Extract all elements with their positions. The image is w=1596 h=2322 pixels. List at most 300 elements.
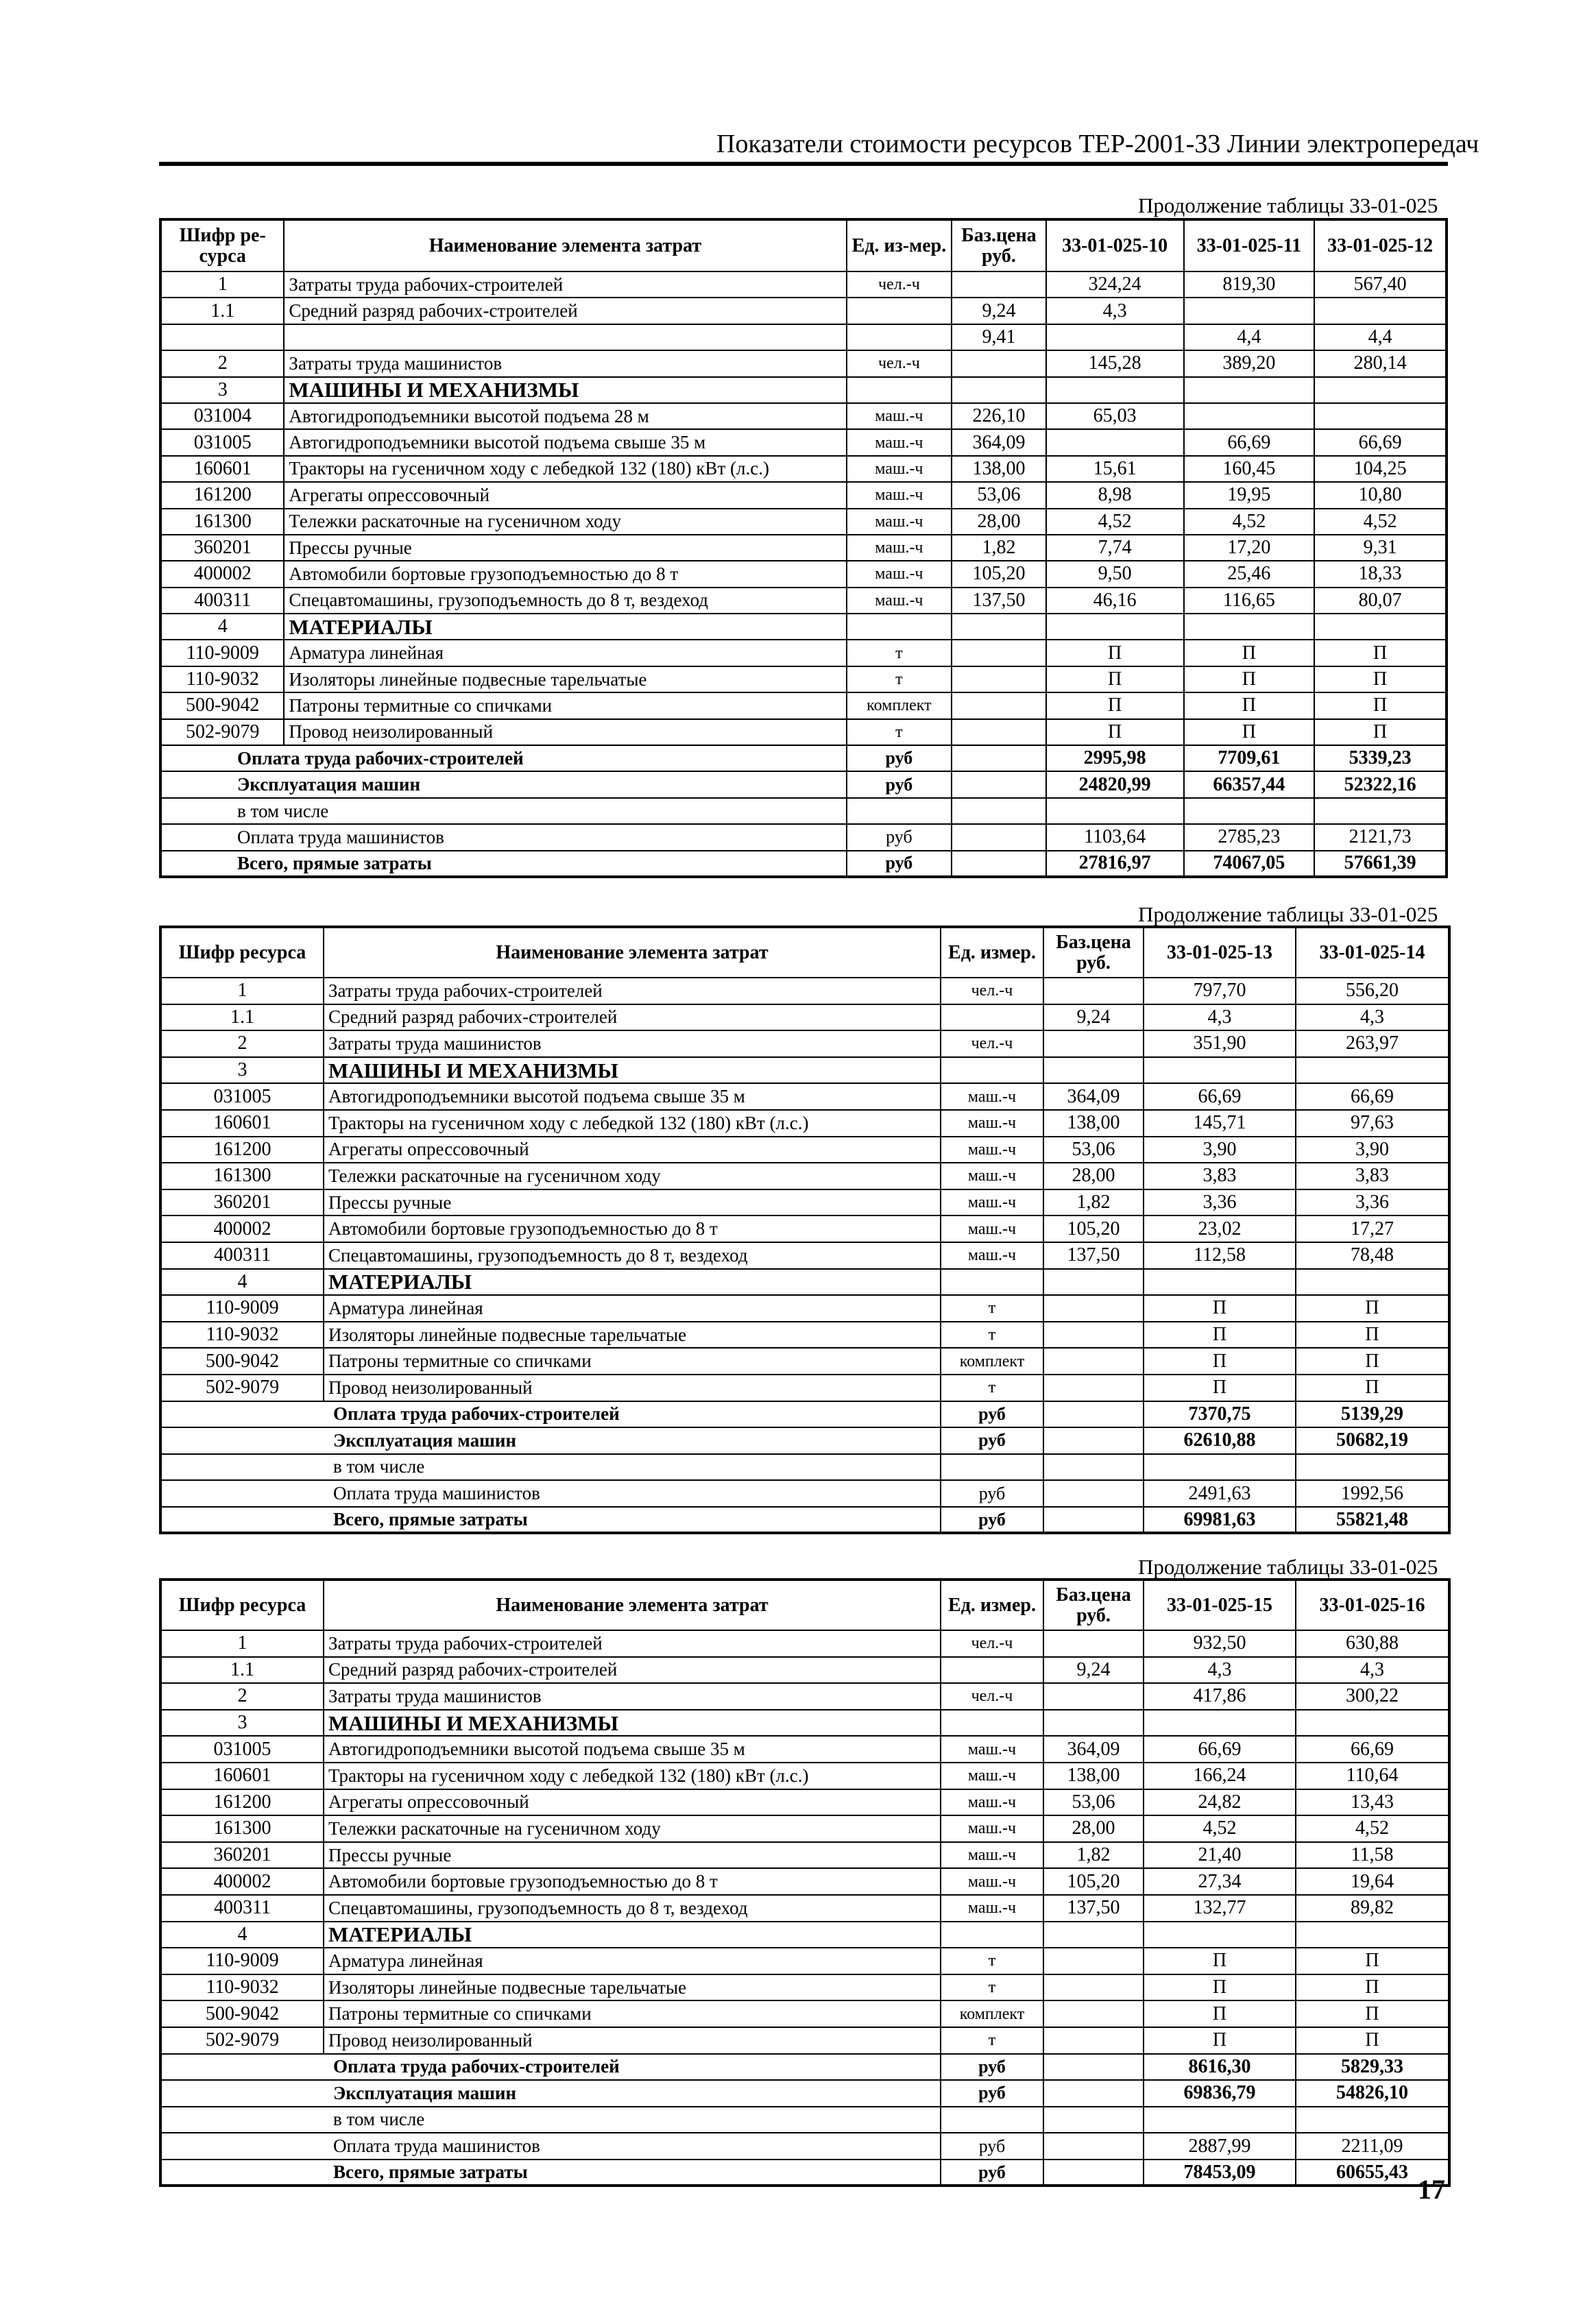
header-cost-element: Наименование элемента затрат	[284, 219, 846, 271]
table-row	[160, 614, 1447, 640]
base-price-cell: 53,06	[952, 482, 1045, 508]
totals-value-cell: 60655,43	[1296, 2160, 1449, 2186]
rate-value-cell: П	[1144, 1348, 1296, 1375]
resource-code: 110-9032	[160, 666, 284, 692]
cost-element-name: Спецавтомашины, грузоподъемность до 8 т, вездеход	[284, 588, 846, 614]
table-row	[160, 1295, 1449, 1322]
rate-value-cell	[1046, 614, 1184, 640]
rate-value-cell: 4,52	[1046, 509, 1184, 535]
totals-value-cell	[1296, 2107, 1449, 2133]
rate-value-cell: 4,3	[1144, 1657, 1296, 1684]
base-price-cell	[952, 666, 1045, 692]
resource-code: 031004	[160, 403, 284, 429]
totals-row	[160, 851, 1447, 877]
header-resource-code: Шифр ресурса	[160, 927, 324, 978]
table-row	[160, 350, 1447, 376]
cost-element-name: Затраты труда машинистов	[324, 1030, 941, 1057]
rate-value-cell	[1184, 614, 1315, 640]
totals-unit: руб	[941, 2160, 1043, 2186]
header-resource-code: Шифр ре-сурса	[160, 219, 284, 271]
cost-element-name: МАШИНЫ И МЕХАНИЗМЫ	[324, 1057, 941, 1084]
base-price-cell: 137,50	[1043, 1242, 1144, 1269]
rate-value-cell	[1144, 1710, 1296, 1737]
totals-price-cell	[952, 824, 1045, 850]
base-price-cell: 226,10	[952, 403, 1045, 429]
table-row	[160, 1083, 1449, 1110]
unit-cell: маш.-ч	[941, 1895, 1043, 1922]
totals-row	[160, 2080, 1449, 2107]
unit-cell: маш.-ч	[941, 1789, 1043, 1816]
totals-price-cell	[1043, 1454, 1144, 1481]
rate-value-cell: П	[1184, 640, 1315, 666]
table-row	[160, 561, 1447, 587]
rate-value-cell: 66,69	[1296, 1736, 1449, 1763]
totals-unit: руб	[941, 1507, 1043, 1534]
unit-cell: чел.-ч	[847, 271, 952, 298]
resource-code: 161200	[160, 482, 284, 508]
rate-value-cell: 417,86	[1144, 1683, 1296, 1710]
totals-price-cell	[1043, 2107, 1144, 2133]
table1-continuation-label: Продолжение таблицы 33-01-025	[1138, 193, 1438, 217]
base-price-cell	[1043, 1630, 1144, 1657]
rate-value-cell: 4,52	[1296, 1815, 1449, 1842]
totals-name: в том числе	[160, 2107, 941, 2133]
unit-cell: чел.-ч	[847, 350, 952, 376]
table-row	[160, 666, 1447, 692]
unit-cell: маш.-ч	[847, 403, 952, 429]
base-price-cell: 1,82	[1043, 1842, 1144, 1869]
unit-cell: чел.-ч	[941, 978, 1043, 1004]
base-price-cell: 138,00	[952, 456, 1045, 482]
resource-code: 502-9079	[160, 719, 284, 745]
cost-element-name: Арматура линейная	[284, 640, 846, 666]
totals-name: Эксплуатация машин	[160, 771, 847, 797]
totals-name: Оплата труда машинистов	[160, 824, 847, 850]
unit-cell: маш.-ч	[941, 1216, 1043, 1242]
table-row	[160, 1375, 1449, 1401]
totals-row	[160, 798, 1447, 824]
rate-value-cell: 78,48	[1296, 1242, 1449, 1269]
rate-value-cell: 4,52	[1184, 509, 1315, 535]
rate-value-cell	[1314, 614, 1447, 640]
rate-value-cell: П	[1314, 692, 1447, 718]
totals-name: Эксплуатация машин	[160, 1427, 941, 1454]
totals-row	[160, 2107, 1449, 2133]
totals-unit: руб	[941, 1480, 1043, 1507]
unit-cell: маш.-ч	[941, 1137, 1043, 1163]
resource-code: 110-9009	[160, 640, 284, 666]
header-base-price: Баз.цена руб.	[1043, 927, 1144, 978]
rate-value-cell: 324,24	[1046, 271, 1184, 298]
table3-continuation-label: Продолжение таблицы 33-01-025	[1138, 1555, 1438, 1579]
unit-cell	[847, 614, 952, 640]
unit-cell: маш.-ч	[847, 588, 952, 614]
cost-element-name: Тележки раскаточные на гусеничном ходу	[324, 1815, 941, 1842]
unit-cell: комплект	[847, 692, 952, 718]
rate-value-cell	[1046, 324, 1184, 350]
table-row	[160, 509, 1447, 535]
totals-unit: руб	[941, 2080, 1043, 2107]
cost-element-name: Автомобили бортовые грузоподъемностью до 8 т	[324, 1216, 941, 1242]
table-row	[160, 429, 1447, 455]
base-price-cell: 53,06	[1043, 1137, 1144, 1163]
resource-code: 400002	[160, 561, 284, 587]
base-price-cell	[1043, 2000, 1144, 2027]
resource-code: 110-9032	[160, 1322, 324, 1349]
totals-value-cell: 2121,73	[1314, 824, 1447, 850]
resource-code: 400311	[160, 1895, 324, 1922]
totals-unit: руб	[941, 2054, 1043, 2081]
table-row	[160, 1163, 1449, 1189]
header-rate-13: 33-01-025-13	[1144, 927, 1296, 978]
totals-price-cell	[1043, 2054, 1144, 2081]
unit-cell	[847, 324, 952, 350]
totals-name: Оплата труда рабочих-строителей	[160, 1401, 941, 1428]
unit-cell: маш.-ч	[941, 1189, 1043, 1216]
rate-value-cell: П	[1296, 1295, 1449, 1322]
resource-code: 031005	[160, 1083, 324, 1110]
base-price-cell: 105,20	[1043, 1868, 1144, 1895]
cost-element-name: Агрегаты опрессовочный	[324, 1789, 941, 1816]
cost-element-name: МАТЕРИАЛЫ	[284, 614, 846, 640]
totals-value-cell: 5339,23	[1314, 745, 1447, 771]
unit-cell: т	[847, 640, 952, 666]
totals-row	[160, 2054, 1449, 2081]
base-price-cell	[1043, 978, 1144, 1004]
rate-value-cell: 104,25	[1314, 456, 1447, 482]
table-row	[160, 1842, 1449, 1869]
totals-value-cell: 78453,09	[1144, 2160, 1296, 2186]
base-price-cell	[1043, 1683, 1144, 1710]
unit-cell: маш.-ч	[847, 561, 952, 587]
table-row	[160, 1348, 1449, 1375]
resource-code: 161300	[160, 1815, 324, 1842]
rate-value-cell: 17,27	[1296, 1216, 1449, 1242]
table-row	[160, 978, 1449, 1004]
rate-value-cell: 9,31	[1314, 535, 1447, 561]
resource-code: 500-9042	[160, 692, 284, 718]
totals-value-cell: 52322,16	[1314, 771, 1447, 797]
cost-element-name: МАШИНЫ И МЕХАНИЗМЫ	[284, 377, 846, 403]
unit-cell	[941, 1004, 1043, 1031]
cost-element-name: Тракторы на гусеничном ходу с лебедкой 132 (180) кВт (л.с.)	[324, 1763, 941, 1789]
resource-code: 110-9009	[160, 1295, 324, 1322]
rate-value-cell: 4,4	[1184, 324, 1315, 350]
totals-value-cell: 69836,79	[1144, 2080, 1296, 2107]
rate-value-cell: 797,70	[1144, 978, 1296, 1004]
totals-price-cell	[1043, 1507, 1144, 1534]
base-price-cell	[1043, 1922, 1144, 1948]
rate-value-cell: П	[1144, 1948, 1296, 1974]
resource-code: 2	[160, 350, 284, 376]
rate-value-cell: П	[1296, 1974, 1449, 2001]
cost-table-3	[159, 1578, 1451, 2187]
totals-row	[160, 824, 1447, 850]
totals-name: Оплата труда рабочих-строителей	[160, 2054, 941, 2081]
totals-name: Всего, прямые затраты	[160, 1507, 941, 1534]
rate-value-cell	[1296, 1057, 1449, 1084]
totals-unit: руб	[941, 2133, 1043, 2160]
base-price-cell: 28,00	[1043, 1163, 1144, 1189]
resource-code: 4	[160, 614, 284, 640]
unit-cell: маш.-ч	[941, 1242, 1043, 1269]
resource-code: 400311	[160, 588, 284, 614]
base-price-cell	[1043, 1710, 1144, 1737]
totals-price-cell	[952, 771, 1045, 797]
rate-value-cell: 280,14	[1314, 350, 1447, 376]
rate-value-cell: 66,69	[1144, 1083, 1296, 1110]
rate-value-cell: 89,82	[1296, 1895, 1449, 1922]
unit-cell: т	[941, 1974, 1043, 2001]
rate-value-cell: 4,52	[1144, 1815, 1296, 1842]
cost-element-name: Тележки раскаточные на гусеничном ходу	[284, 509, 846, 535]
rate-value-cell	[1296, 1710, 1449, 1737]
totals-price-cell	[952, 798, 1045, 824]
rate-value-cell	[1144, 1922, 1296, 1948]
table-row	[160, 298, 1447, 324]
resource-code: 3	[160, 1057, 324, 1084]
resource-code: 4	[160, 1922, 324, 1948]
base-price-cell: 53,06	[1043, 1789, 1144, 1816]
unit-cell	[847, 377, 952, 403]
totals-value-cell: 8616,30	[1144, 2054, 1296, 2081]
rate-value-cell: 65,03	[1046, 403, 1184, 429]
cost-element-name: Автомобили бортовые грузоподъемностью до 8 т	[324, 1868, 941, 1895]
resource-code: 161200	[160, 1789, 324, 1816]
cost-element-name: Средний разряд рабочих-строителей	[324, 1004, 941, 1031]
resource-code: 400002	[160, 1216, 324, 1242]
base-price-cell	[952, 640, 1045, 666]
base-price-cell: 9,24	[952, 298, 1045, 324]
base-price-cell	[1043, 1057, 1144, 1084]
totals-row	[160, 1427, 1449, 1454]
rate-value-cell: П	[1296, 2027, 1449, 2054]
cost-element-name: Арматура линейная	[324, 1948, 941, 1974]
table-row	[160, 1974, 1449, 2001]
table-row	[160, 1815, 1449, 1842]
totals-value-cell: 2211,09	[1296, 2133, 1449, 2160]
rate-value-cell: 97,63	[1296, 1110, 1449, 1137]
rate-value-cell: 27,34	[1144, 1868, 1296, 1895]
table-row	[160, 1895, 1449, 1922]
totals-value-cell: 57661,39	[1314, 851, 1447, 877]
table-row	[160, 1710, 1449, 1737]
totals-row	[160, 1507, 1449, 1534]
totals-price-cell	[1043, 2133, 1144, 2160]
cost-element-name: Затраты труда рабочих-строителей	[284, 271, 846, 298]
rate-value-cell: П	[1296, 2000, 1449, 2027]
unit-cell: маш.-ч	[847, 535, 952, 561]
totals-unit	[941, 1454, 1043, 1481]
rate-value-cell	[1296, 1922, 1449, 1948]
resource-code: 360201	[160, 1189, 324, 1216]
table-row	[160, 1763, 1449, 1789]
totals-unit	[941, 2107, 1043, 2133]
base-price-cell	[1043, 1322, 1144, 1349]
unit-cell: маш.-ч	[847, 509, 952, 535]
cost-element-name: Автогидроподъемники высотой подъема свыше 35 м	[324, 1736, 941, 1763]
rate-value-cell: 66,69	[1144, 1736, 1296, 1763]
unit-cell: т	[941, 2027, 1043, 2054]
rate-value-cell: 132,77	[1144, 1895, 1296, 1922]
rate-value-cell: П	[1184, 719, 1315, 745]
header-unit: Ед. из-мер.	[847, 219, 952, 271]
totals-value-cell	[1046, 798, 1184, 824]
cost-element-name: Затраты труда машинистов	[324, 1683, 941, 1710]
rate-value-cell: 18,33	[1314, 561, 1447, 587]
unit-cell: маш.-ч	[847, 456, 952, 482]
base-price-cell	[952, 377, 1045, 403]
rate-value-cell: П	[1296, 1948, 1449, 1974]
unit-cell	[941, 1269, 1043, 1296]
unit-cell: чел.-ч	[941, 1683, 1043, 1710]
rate-value-cell: 819,30	[1184, 271, 1315, 298]
rate-value-cell: П	[1296, 1348, 1449, 1375]
rate-value-cell: 7,74	[1046, 535, 1184, 561]
table-row	[160, 692, 1447, 718]
header-base-price: Баз.цена руб.	[1043, 1580, 1144, 1630]
rate-value-cell: 8,98	[1046, 482, 1184, 508]
resource-code: 1.1	[160, 1657, 324, 1684]
rate-value-cell: 351,90	[1144, 1030, 1296, 1057]
cost-element-name: Затраты труда рабочих-строителей	[324, 978, 941, 1004]
rate-value-cell: П	[1296, 1375, 1449, 1401]
rate-value-cell	[1144, 1057, 1296, 1084]
rate-value-cell: 567,40	[1314, 271, 1447, 298]
table-row	[160, 588, 1447, 614]
totals-unit	[847, 798, 952, 824]
base-price-cell	[952, 719, 1045, 745]
totals-value-cell: 24820,99	[1046, 771, 1184, 797]
unit-cell: комплект	[941, 2000, 1043, 2027]
totals-value-cell: 27816,97	[1046, 851, 1184, 877]
rate-value-cell: П	[1144, 1974, 1296, 2001]
base-price-cell: 28,00	[952, 509, 1045, 535]
resource-code: 161300	[160, 509, 284, 535]
cost-table-1	[159, 218, 1448, 878]
totals-name: в том числе	[160, 798, 847, 824]
unit-cell: маш.-ч	[941, 1842, 1043, 1869]
table-row	[160, 1269, 1449, 1296]
rate-value-cell: 80,07	[1314, 588, 1447, 614]
resource-code: 360201	[160, 1842, 324, 1869]
rate-value-cell: 3,83	[1296, 1163, 1449, 1189]
header-rate-10: 33-01-025-10	[1046, 219, 1184, 271]
unit-cell	[847, 298, 952, 324]
cost-element-name: МАТЕРИАЛЫ	[324, 1269, 941, 1296]
table-row	[160, 403, 1447, 429]
totals-value-cell: 66357,44	[1184, 771, 1315, 797]
rate-value-cell: 3,90	[1144, 1137, 1296, 1163]
rate-value-cell: 630,88	[1296, 1630, 1449, 1657]
base-price-cell: 9,41	[952, 324, 1045, 350]
totals-unit: руб	[941, 1427, 1043, 1454]
rate-value-cell	[1046, 377, 1184, 403]
rate-value-cell: П	[1144, 1375, 1296, 1401]
rate-value-cell: 19,64	[1296, 1868, 1449, 1895]
cost-element-name: Прессы ручные	[284, 535, 846, 561]
table-row	[160, 1736, 1449, 1763]
totals-value-cell: 50682,19	[1296, 1427, 1449, 1454]
rate-value-cell: 145,28	[1046, 350, 1184, 376]
resource-code: 161200	[160, 1137, 324, 1163]
page-number: 17	[1418, 2174, 1445, 2205]
totals-name: Эксплуатация машин	[160, 2080, 941, 2107]
totals-price-cell	[1043, 1480, 1144, 1507]
header-cost-element: Наименование элемента затрат	[324, 1580, 941, 1630]
unit-cell: комплект	[941, 1348, 1043, 1375]
resource-code: 160601	[160, 1763, 324, 1789]
unit-cell: т	[847, 666, 952, 692]
resource-code: 110-9009	[160, 1948, 324, 1974]
resource-code: 500-9042	[160, 2000, 324, 2027]
totals-value-cell: 5139,29	[1296, 1401, 1449, 1428]
base-price-cell: 28,00	[1043, 1815, 1144, 1842]
rate-value-cell: 112,58	[1144, 1242, 1296, 1269]
resource-code: 031005	[160, 429, 284, 455]
unit-cell: маш.-ч	[941, 1736, 1043, 1763]
totals-value-cell	[1144, 1454, 1296, 1481]
totals-value-cell: 74067,05	[1184, 851, 1315, 877]
table-row	[160, 456, 1447, 482]
rate-value-cell	[1046, 429, 1184, 455]
unit-cell	[941, 1922, 1043, 1948]
table-row	[160, 1789, 1449, 1816]
base-price-cell	[1043, 1030, 1144, 1057]
rate-value-cell	[1184, 403, 1315, 429]
rate-value-cell: 145,71	[1144, 1110, 1296, 1137]
table2-continuation-label: Продолжение таблицы 33-01-025	[1138, 902, 1438, 926]
cost-element-name: МАТЕРИАЛЫ	[324, 1922, 941, 1948]
cost-element-name: Тракторы на гусеничном ходу с лебедкой 132 (180) кВт (л.с.)	[284, 456, 846, 482]
totals-price-cell	[952, 851, 1045, 877]
rate-value-cell: 932,50	[1144, 1630, 1296, 1657]
rate-value-cell: 116,65	[1184, 588, 1315, 614]
totals-value-cell: 7709,61	[1184, 745, 1315, 771]
rate-value-cell: 3,36	[1144, 1189, 1296, 1216]
cost-element-name: Патроны термитные со спичками	[324, 1348, 941, 1375]
rate-value-cell	[1184, 298, 1315, 324]
table-row	[160, 1922, 1449, 1948]
rate-value-cell: 110,64	[1296, 1763, 1449, 1789]
cost-element-name: Провод неизолированный	[324, 2027, 941, 2054]
unit-cell: маш.-ч	[941, 1083, 1043, 1110]
rate-value-cell: 389,20	[1184, 350, 1315, 376]
resource-code	[160, 324, 284, 350]
cost-element-name: Патроны термитные со спичками	[284, 692, 846, 718]
cost-element-name: Тракторы на гусеничном ходу с лебедкой 132 (180) кВт (л.с.)	[324, 1110, 941, 1137]
rate-value-cell: 66,69	[1184, 429, 1315, 455]
table-row	[160, 1216, 1449, 1242]
totals-row	[160, 1480, 1449, 1507]
rate-value-cell: П	[1184, 692, 1315, 718]
rate-value-cell	[1314, 403, 1447, 429]
base-price-cell: 1,82	[952, 535, 1045, 561]
resource-code: 160601	[160, 1110, 324, 1137]
totals-name: в том числе	[160, 1454, 941, 1481]
resource-code: 1	[160, 978, 324, 1004]
cost-element-name: Прессы ручные	[324, 1842, 941, 1869]
rate-value-cell	[1184, 377, 1315, 403]
base-price-cell	[1043, 1269, 1144, 1296]
base-price-cell	[952, 614, 1045, 640]
table-row	[160, 1948, 1449, 1974]
unit-cell: маш.-ч	[847, 482, 952, 508]
resource-code: 502-9079	[160, 1375, 324, 1401]
table-row	[160, 1630, 1449, 1657]
rate-value-cell: П	[1144, 2000, 1296, 2027]
rate-value-cell: 556,20	[1296, 978, 1449, 1004]
